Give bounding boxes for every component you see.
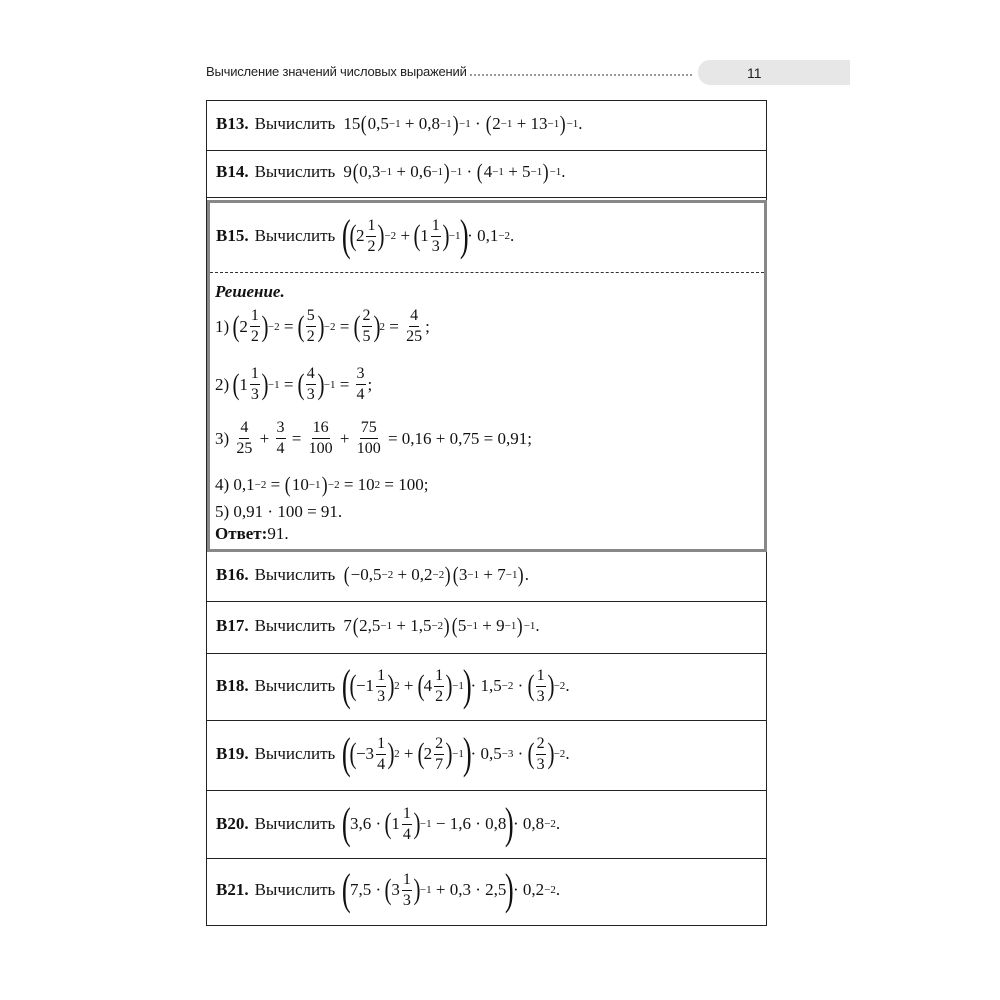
problem-b19 [216, 729, 570, 778]
problem-code: B15. [216, 226, 249, 245]
header-dotted-leader [470, 74, 692, 76]
problem-verb: Вычислить [254, 162, 336, 181]
problem-verb: Вычислить [254, 880, 336, 899]
problem-b16 [216, 564, 529, 586]
row-divider [206, 720, 767, 721]
solution-step-4: 4) 0,1 −2 = ( 10 −1 ) −2 = 10 2 = 100; [215, 472, 429, 497]
row-divider [206, 197, 767, 198]
problem-b15 [216, 211, 515, 260]
problem-verb: Вычислить [254, 114, 336, 133]
problem-b20 [216, 799, 561, 848]
row-divider [206, 653, 767, 654]
solution-step-1: 1) ( 2 1 2 ) −2 = ( 5 2 ) −2 = ( 2 5 ) 2 = 4 25 ; [215, 307, 430, 345]
problem-b14 [216, 161, 566, 183]
solution-heading: Решение. [215, 282, 285, 301]
problem-expression: ( ( −3 1 4 ) 2 + ( 2 2 7 ) −1 ) · 0,5 −3 · ( 2 3 ) −2 . [342, 729, 570, 778]
answer-label: Ответ: [215, 524, 268, 543]
problem-code: B17. [216, 616, 249, 635]
problem-expression: ( ( −1 1 3 ) 2 + ( 4 1 2 ) −1 ) · 1,5 −2 · ( 1 3 ) −2 . [342, 661, 570, 710]
problem-code: B21. [216, 880, 249, 899]
problem-code: B16. [216, 565, 249, 584]
problem-expression: 9 ( 0,3 −1 + 0,6 −1 ) −1 · ( 4 −1 + 5 −1 ) −1 . [343, 159, 566, 184]
problem-b18 [216, 661, 570, 710]
page-number: 11 [747, 65, 762, 81]
row-divider [206, 150, 767, 151]
solution-answer [215, 524, 289, 544]
row-divider [206, 601, 767, 602]
problem-expression: ( −0,5 −2 + 0,2 −2 ) ( 3 −1 + 7 −1 ) . [344, 562, 530, 587]
answer-value: 91. [267, 524, 289, 543]
problem-code: B14. [216, 162, 249, 181]
problem-verb: Вычислить [254, 676, 336, 695]
problem-verb: Вычислить [254, 226, 336, 245]
problem-code: B20. [216, 814, 249, 833]
row-divider [206, 858, 767, 859]
problem-expression: ( 3,6 · ( 1 1 4 ) −1 − 1,6 · 0,8 ) · 0,8 −2 . [342, 799, 561, 848]
problem-b21 [216, 865, 561, 914]
problem-code: B18. [216, 676, 249, 695]
problem-verb: Вычислить [254, 744, 336, 763]
problem-expression: ( ( 2 1 2 ) −2 + ( 1 1 3 ) −1 ) · 0,1 −2 . [342, 211, 515, 260]
solution-step-5: 5) 0,91 · 100 = 91. [215, 502, 343, 521]
dashed-separator [210, 272, 764, 273]
problem-b17 [216, 615, 540, 637]
row-divider [206, 790, 767, 791]
problem-expression: ( 7,5 · ( 3 1 3 ) −1 + 0,3 · 2,5 ) · 0,2 −2 . [342, 865, 561, 914]
problem-expression: 7 ( 2,5 −1 + 1,5 −2 ) ( 5 −1 + 9 −1 ) −1 . [343, 613, 540, 638]
solution-step-3: 3) 4 25 + 3 4 = 16 100 + 75 100 = 0,16 + 0,75 = 0,91; [215, 419, 532, 457]
problem-verb: Вычислить [254, 565, 336, 584]
problem-expression: 15 ( 0,5 −1 + 0,8 −1 ) −1 · ( 2 −1 + 13 −1 ) −1 . [343, 111, 583, 136]
solution-step-2: 2) ( 1 1 3 ) −1 = ( 4 3 ) −1 = 3 4 ; [215, 365, 373, 403]
problem-verb: Вычислить [254, 814, 336, 833]
problem-code: B13. [216, 114, 249, 133]
running-header-title: Вычисление значений числовых выражений [206, 64, 467, 79]
problem-code: B19. [216, 744, 249, 763]
problem-b13 [216, 113, 583, 135]
problem-verb: Вычислить [254, 616, 336, 635]
page-number-tab [698, 60, 850, 85]
